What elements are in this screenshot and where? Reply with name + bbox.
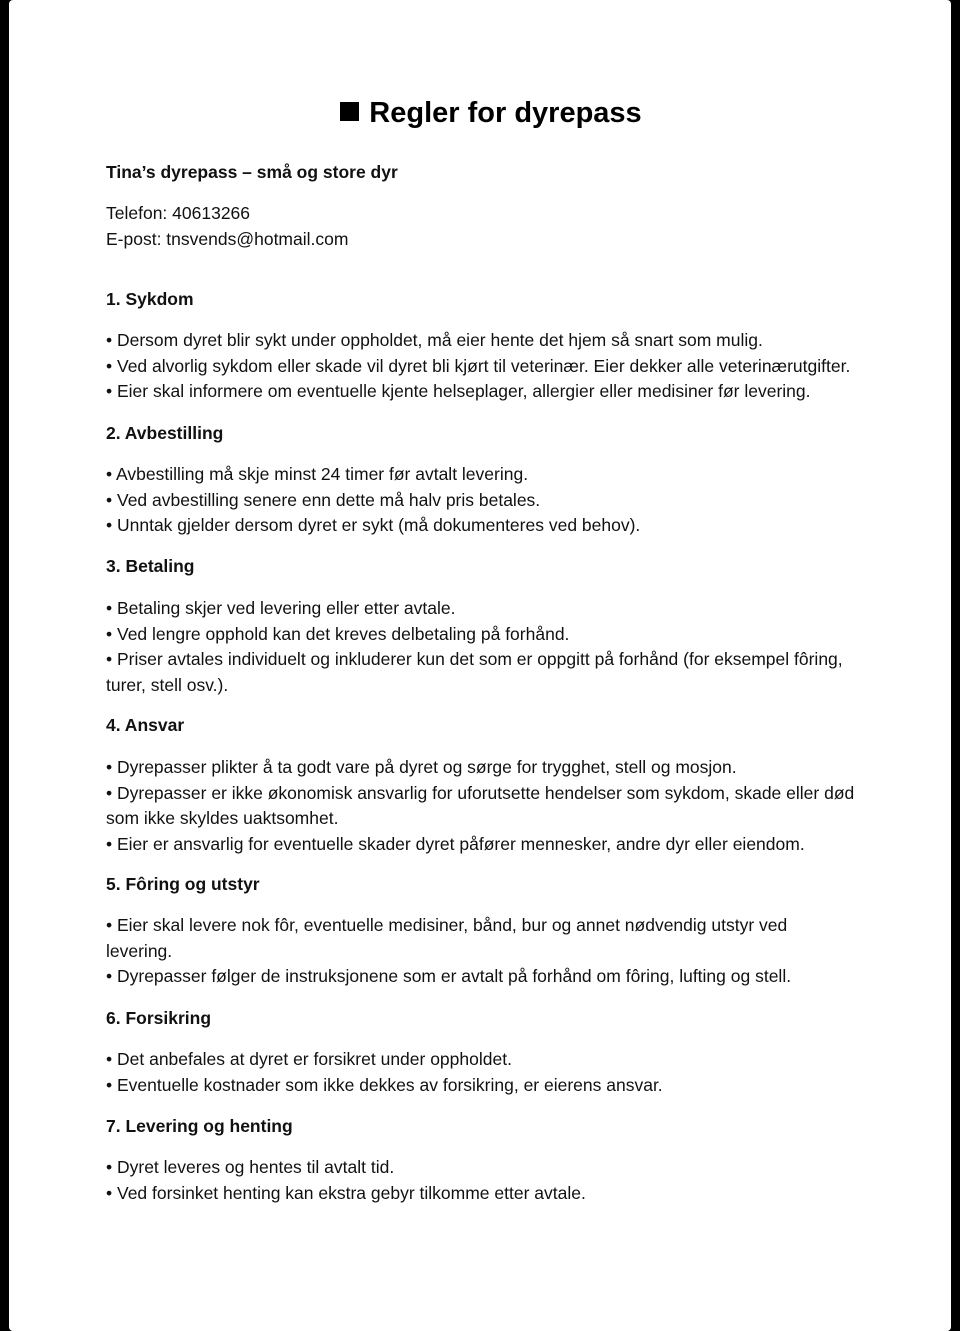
business-name: Tina’s dyrepass – små og store dyr — [106, 162, 398, 182]
list-item: • Dyret leveres og hentes til avtalt tid. — [106, 1157, 395, 1177]
email-line: E-post: tnsvends@hotmail.com — [106, 228, 349, 249]
list-item: • Eier er ansvarlig for eventuelle skader dyret påfører mennesker, andre dyr eller eiendom. — [106, 833, 805, 854]
list-item: • Avbestilling må skje minst 24 timer før avtalt levering. — [106, 464, 529, 484]
list-item: • Betaling skjer ved levering eller etter avtale. — [106, 598, 456, 618]
list-item: • Eventuelle kostnader som ikke dekkes av forsikring, er eierens ansvar. — [106, 1074, 663, 1095]
section-heading-foring: 5. Fôring og utstyr — [106, 874, 260, 894]
document-page — [9, 0, 951, 1331]
list-item: • Dyrepasser følger de instruksjonene som er avtalt på forhånd om fôring, lufting og stell. — [106, 966, 792, 986]
list-item: • Eier skal informere om eventuelle kjente helseplager, allergier eller medisiner før levering. — [106, 381, 811, 401]
list-item: • Ved avbestilling senere enn dette må halv pris betales. — [106, 489, 541, 510]
section-heading-sykdom: 1. Sykdom — [106, 289, 194, 309]
section-heading-betaling: 3. Betaling — [106, 556, 195, 576]
title-text: Regler for dyrepass — [369, 97, 642, 129]
section-list-sykdom — [106, 328, 876, 405]
list-item: • Det anbefales at dyret er forsikret under oppholdet. — [106, 1049, 512, 1069]
section-list-avbestilling — [106, 462, 876, 539]
list-item: • Unntak gjelder dersom dyret er sykt (må dokumenteres ved behov). — [106, 515, 641, 535]
list-item: • Dyrepasser plikter å ta godt vare på dyret og sørge for trygghet, stell og mosjon. — [106, 757, 737, 777]
section-list-levering — [106, 1155, 876, 1206]
section-heading-forsikring: 6. Forsikring — [106, 1008, 212, 1028]
list-item: • Dersom dyret blir sykt under oppholdet, må eier hente det hjem så snart som mulig. — [106, 330, 763, 350]
contact-info — [106, 201, 348, 252]
list-item: • Eier skal levere nok fôr, eventuelle medisiner, bånd, bur og annet nødvendig utstyr ved levering. — [106, 915, 788, 961]
section-list-betaling — [106, 596, 858, 698]
page-title — [106, 94, 876, 132]
section-list-forsikring — [106, 1047, 876, 1098]
list-item: • Ved alvorlig sykdom eller skade vil dyret bli kjørt til veterinær. Eier dekker alle veterinærutgifter. — [106, 355, 851, 376]
section-list-ansvar — [106, 755, 871, 857]
list-item: • Priser avtales individuelt og inkluderer kun det som er oppgitt på forhånd (for eksempel fôring, turer, stell osv.). — [106, 649, 843, 695]
section-heading-levering: 7. Levering og henting — [106, 1116, 293, 1136]
section-heading-ansvar: 4. Ansvar — [106, 715, 185, 735]
list-item: • Ved lengre opphold kan det kreves delbetaling på forhånd. — [106, 623, 570, 644]
section-list-foring — [106, 913, 806, 990]
list-item: • Ved forsinket henting kan ekstra gebyr tilkomme etter avtale. — [106, 1182, 586, 1203]
list-item: • Dyrepasser er ikke økonomisk ansvarlig for uforutsette hendelser som sykdom, skade eller død som ikke skyldes uaktsomhet. — [106, 782, 855, 828]
black-square-icon — [340, 102, 359, 121]
section-heading-avbestilling: 2. Avbestilling — [106, 423, 224, 443]
phone-line: Telefon: 40613266 — [106, 203, 251, 223]
